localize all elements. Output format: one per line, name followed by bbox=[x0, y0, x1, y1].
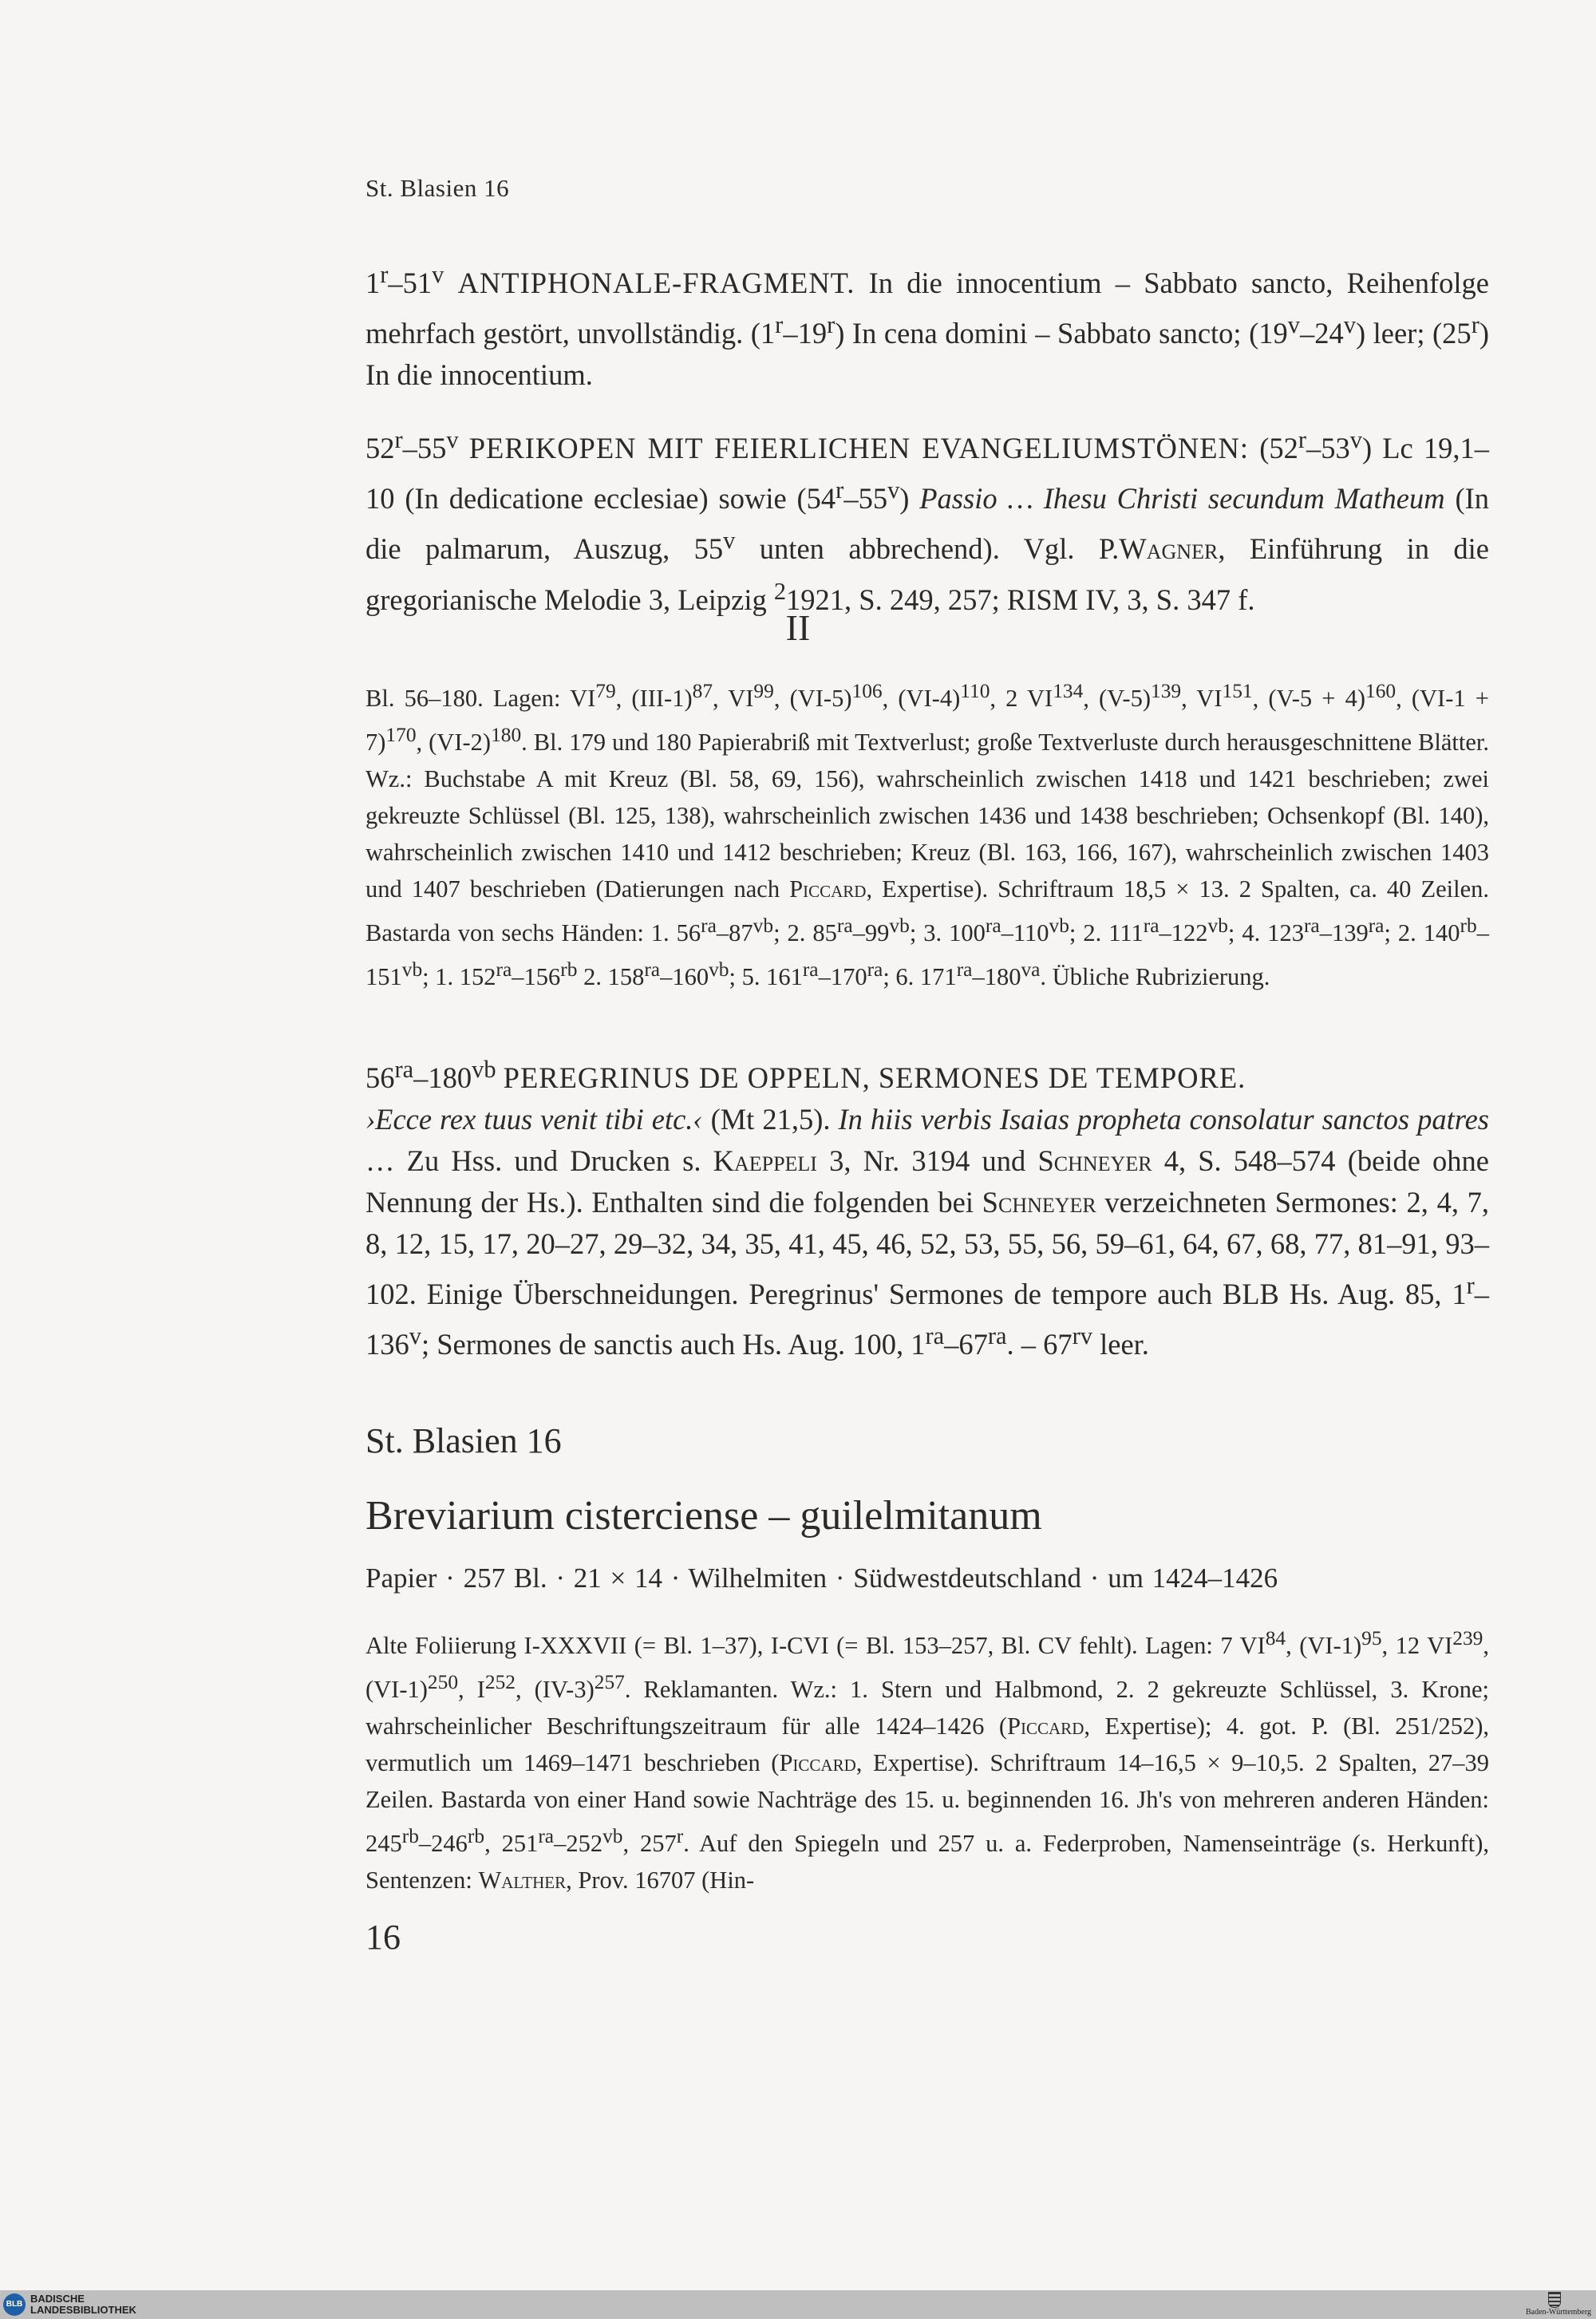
running-head: St. Blasien 16 bbox=[365, 174, 510, 202]
entry-folio: 52$^r$–55$^v$ bbox=[365, 426, 459, 465]
state-label: Baden-Württemberg bbox=[1525, 2308, 1591, 2317]
blb-logo-icon: BLB bbox=[3, 2293, 26, 2316]
coat-of-arms-icon bbox=[1548, 2292, 1561, 2308]
page-number: 16 bbox=[365, 1918, 401, 1957]
main-title: Breviarium cisterciense – guilelmitanum bbox=[365, 1493, 1042, 1539]
entry-folio: $56^{ra}-180^{vb}$ bbox=[365, 1056, 496, 1095]
codicological-description: Bl. 56–180. Lagen: VI$^{79}$, $(III-1)^{87}$, VI$^{99}$, $(VI-5)^{106}$, $(VI-4)^{110}$, 2 VI$^{134}$, $(V-5)^{139}$, VI$^{151}$, $(V-5 + 4)^{160}$, $(VI-1 + 7)^{170}$, $(VI-2)^{180}$. Bl. 179 und 180 Papierabriß mit Textverlust; große Textverluste durch herausgeschnittene Blätter. Wz.: Buchstabe A mit Kreuz (Bl. 58, 69, 156), wahrscheinlich zwischen 1418 und 1421 beschrieben; zwei gekreuzte Schlüssel (Bl. 125, 138), wahrscheinlich zwischen 1436 und 1438 beschrieben; Ochsenkopf (Bl. 140), wahrscheinlich zwischen 1410 und 1412 beschrieben; Kreuz (Bl. 163, 166, 167), wahrscheinlich zwischen 1403 und 1407 beschrieben (Datierungen nach Piccard, Expertise). Schriftraum 18,5 × 13. 2 Spalten, ca. 40 Zeilen. Bastarda von sechs Händen: 1. $56^{ra}-87^{vb}$; 2. $85^{ra}-99^{vb}$; 3. $100^{ra}-110^{vb}$; 2. $111^{ra}-122^{vb}$; 4. $123^{ra}-139^{ra}$; 2. $140^{rb}-151^{vb}$; 1. $152^{ra}-156^{rb}$ 2. $158^{ra}-160^{vb}$; 5. $161^{ra}-170^{ra}$; 6. $171^{ra}-180^{va}$. Übliche Rubrizierung. bbox=[365, 680, 1489, 991]
entry-folio: 1$^r$–51$^v$ bbox=[365, 261, 444, 300]
entry-body: In die innocentium – Sabbato sancto, Reihenfolge mehrfach gestört, unvollständig. (1$^r$–19$^r$) In cena domini – Sabbato sancto; (19$^v$–24$^v$) leer; (25$^r$) In die innocentium. bbox=[365, 267, 1489, 392]
entry-title: ANTIPHONALE-FRAGMENT. bbox=[457, 267, 855, 300]
author-name: Piccard bbox=[1007, 1713, 1084, 1740]
author-name: Piccard bbox=[789, 875, 867, 903]
entry-body: (52$^r$–53$^v$) Lc 19,1–10 (In dedicatione ecclesiae) sowie (54$^r$–55$^v$) Passio … Ihesu Christi secundum Matheum (In die palmarum, Auszug, 55$^v$ unten abbrechend). Vgl. P.Wagner, Einführung in die gregorianische Melodie 3, Leipzig $^2$1921, S. 249, 257; RISM IV, 3, S. 347 f. bbox=[365, 426, 1490, 616]
author-name: Wagner bbox=[1119, 532, 1219, 566]
entry-title: PEREGRINUS DE OPPELN, SERMONES DE TEMPORE. bbox=[503, 1061, 1246, 1095]
part-numeral: II bbox=[785, 607, 811, 648]
entry-antiphonale bbox=[365, 254, 1489, 396]
section-heading: St. Blasien 16 bbox=[365, 1421, 562, 1460]
manuscript-description: Alte Foliierung I-XXXVII (= Bl. 1–37), I-CVI (= Bl. 153–257, Bl. CV fehlt). Lagen: 7 VI$^{84}$, $(VI-1)^{95}$, 12 VI$^{239}$, $(VI-1)^{250}$, $I^{252}$, $(IV-3)^{257}$. Reklamanten. Wz.: 1. Stern und Halbmond, 2. 2 gekreuzte Schlüssel, 3. Krone; wahrscheinlicher Beschriftungszeitraum für alle 1424–1426 (Piccard, Expertise); 4. got. P. (Bl. 251/252), vermutlich um 1469–1471 beschrieben (Piccard, Expertise). Schriftraum 14–16,5 × 9–10,5. 2 Spalten, 27–39 Zeilen. Bastarda von einer Hand sowie Nachträge des 15. u. beginnenden 16. Jh's von mehreren anderen Händen: $245^{rb}-246^{rb}$, $251^{ra}-252^{vb}$, 257$^r$. Auf den Spiegeln und 257 u. a. Federproben, Namenseinträge (s. Herkunft), Sentenzen: Walther, Prov. 16707 (Hin- bbox=[365, 1627, 1489, 1894]
entry-body: ›Ecce rex tuus venit tibi etc.‹ (Mt 21,5). In hiis verbis Isaias propheta consolatur sanctos patres … Zu Hss. und Drucken s. Kaeppeli 3, Nr. 3194 und Schneyer 4, S. 548–574 (beide ohne Nennung der Hs.). Enthalten sind die folgenden bei Schneyer verzeichneten Sermones: 2, 4, 7, 8, 12, 15, 17, 20–27, 29–32, 34, 35, 41, 45, 46, 52, 53, 55, 56, 59–61, 64, 67, 68, 77, 81–91, 93–102. Einige Überschneidungen. Peregrinus' Sermones de tempore auch BLB Hs. Aug. 85, 1$^r$–136$^v$; Sermones de sanctis auch Hs. Aug. 100, $1^{ra}-67^{ra}$. – $67^{rv}$ leer. bbox=[365, 1103, 1490, 1361]
entry-peregrinus bbox=[365, 1049, 1489, 1365]
entry-title: PERIKOPEN MIT FEIERLICHEN EVANGELIUMSTÖNEN: bbox=[468, 432, 1250, 465]
author-name: Piccard bbox=[779, 1749, 856, 1777]
author-name: Kaeppeli bbox=[713, 1144, 817, 1178]
author-name: Schneyer bbox=[982, 1186, 1096, 1219]
library-name: BADISCHE LANDESBIBLIOTHEK bbox=[30, 2293, 136, 2316]
footer-bar bbox=[0, 2290, 1596, 2319]
entry-perikopen bbox=[365, 419, 1489, 621]
author-name: Walther bbox=[478, 1867, 567, 1894]
author-name: Schneyer bbox=[1037, 1144, 1152, 1178]
meta-line: Papier · 257 Bl. · 21 × 14 · Wilhelmiten · Südwestdeutschland · um 1424–1426 bbox=[365, 1562, 1278, 1594]
